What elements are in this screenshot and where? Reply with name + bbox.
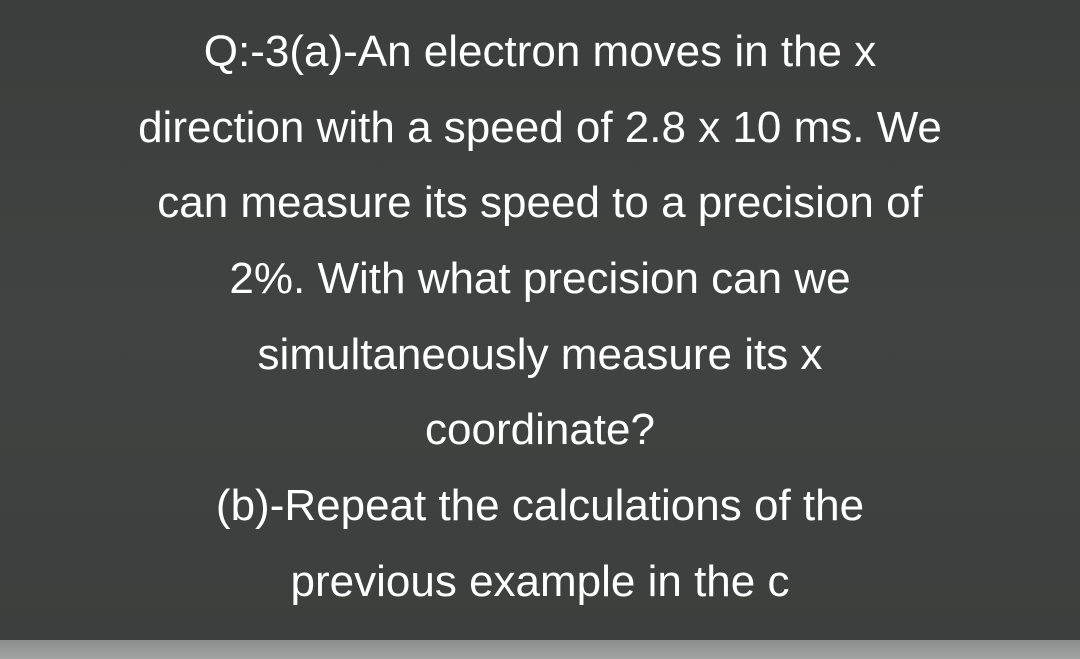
question-text [0,14,1080,620]
question-line: previous example in the c [290,556,790,606]
question-line: coordinate? [425,405,655,455]
question-line: 2%. With what precision can we [229,254,851,304]
bottom-edge-strip [0,640,1080,659]
question-line: (b)-Repeat the calculations of the [215,481,865,531]
question-line: Q:-3(a)-An electron moves in the x [203,27,877,76]
question-line: simultaneously measure its x [257,329,823,379]
question-line: can measure its speed to a precision of [157,178,923,228]
question-line: direction with a speed of 2.8 x 10 ms. We [138,102,942,152]
